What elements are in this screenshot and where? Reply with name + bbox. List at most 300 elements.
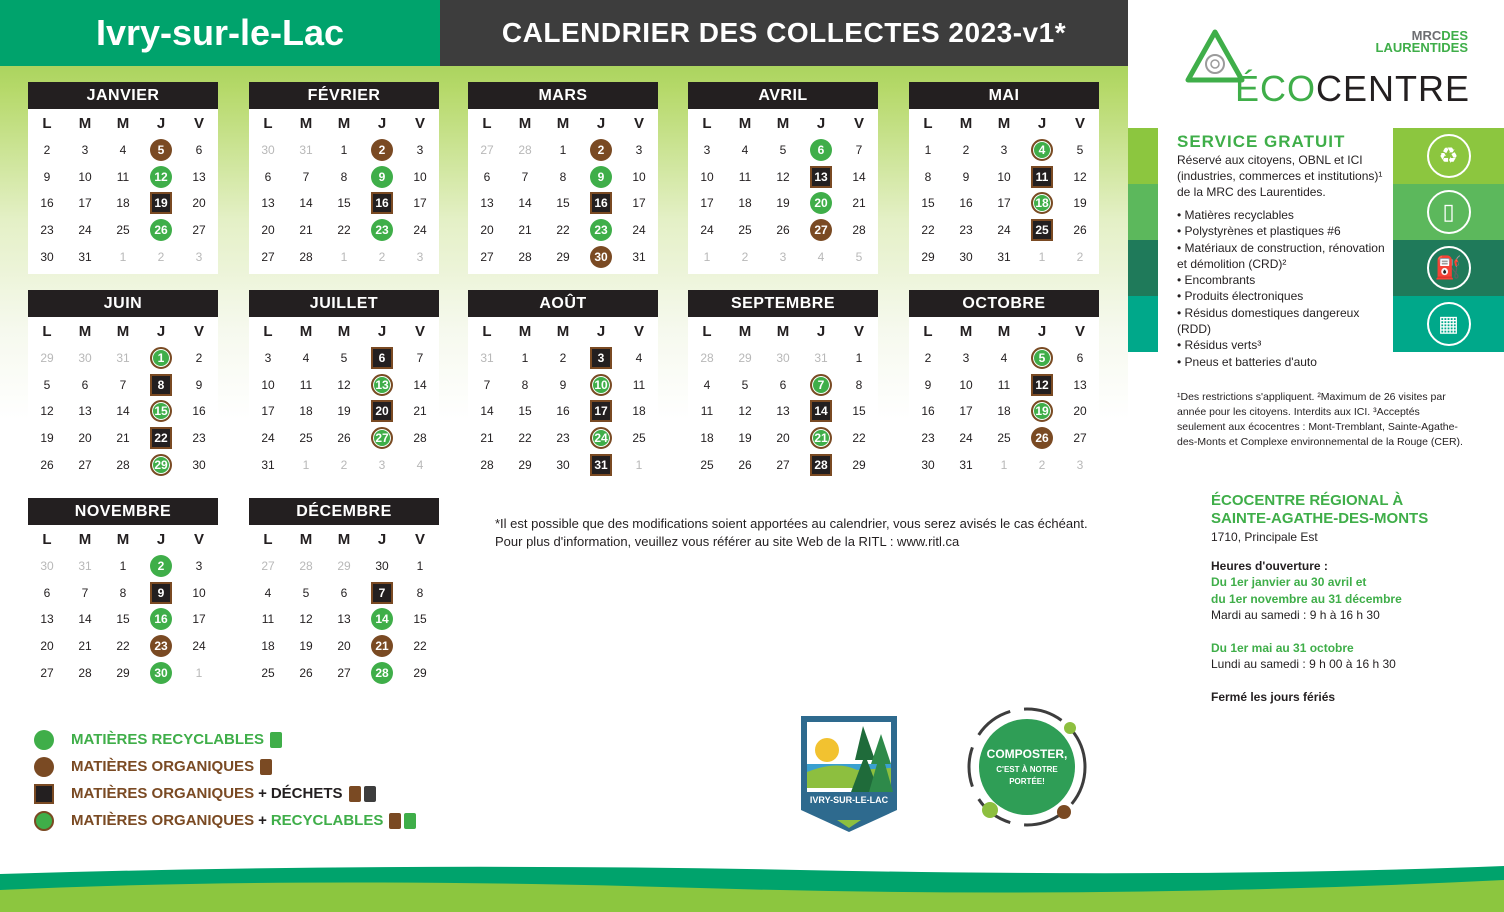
day-cell [325,372,363,399]
day-cell [620,451,658,478]
day-number: 17 [192,612,206,627]
day-number: 22 [518,431,532,446]
day-cell [287,451,325,478]
day-cell [401,553,439,580]
day-cell [947,372,985,399]
day-number: 26 [1073,223,1087,238]
day-number: 18 [700,431,714,446]
month-title: NOVEMBRE [28,498,218,525]
day-number: 3 [264,351,272,366]
legend-organiques [34,753,416,780]
day-cell [28,606,66,633]
day-number: 4 [302,351,310,366]
month-calendar [249,290,439,482]
day-cell [688,451,726,478]
month-title: AOÛT [468,290,658,317]
collection-day [363,217,401,244]
day-number: 25 [116,223,130,238]
period-2: Du 1er mai au 31 octobre [1211,640,1354,655]
day-cell [66,659,104,686]
day-cell [180,190,218,217]
month-grid [468,317,658,482]
legend [34,726,416,834]
day-number: 21 [810,427,832,449]
day-cell [325,451,363,478]
day-number: 2 [1038,457,1046,472]
day-number: 27 [261,559,275,574]
day-number: 8 [924,169,932,184]
day-cell [249,217,287,244]
day-cell [287,243,325,270]
weekday-header: M [78,531,92,548]
day-number: 30 [40,559,54,574]
day-cell [985,398,1023,425]
day-number: 10 [590,374,612,396]
compost-text-2: C'EST À NOTRE [996,765,1058,774]
day-number: 9 [371,166,393,188]
day-number: 31 [997,249,1011,264]
day-cell [66,243,104,270]
day-number: 27 [480,143,494,158]
day-cell [28,425,66,452]
day-number: 16 [40,196,54,211]
day-cell [947,190,985,217]
day-number: 30 [590,246,612,268]
day-cell [840,425,878,452]
day-cell [28,451,66,478]
day-cell [909,164,947,191]
day-cell [840,372,878,399]
day-cell [909,243,947,270]
day-number: 17 [413,196,427,211]
day-number: 17 [590,400,612,422]
day-number: 2 [150,555,172,577]
ecocentre-wordmark [1235,68,1470,110]
day-cell [1061,164,1099,191]
day-cell [620,243,658,270]
day-number: 12 [337,377,351,392]
day-number: 12 [150,166,172,188]
day-cell [688,137,726,164]
weekday-header: V [414,115,425,132]
collection-day [582,190,620,217]
day-cell [28,243,66,270]
weekday-header: M [556,323,570,340]
month-grid [688,109,878,274]
day-number: 11 [738,169,752,184]
day-cell [249,553,287,580]
day-number: 7 [483,377,491,392]
day-number: 2 [962,143,970,158]
weekday-header: M [997,115,1011,132]
day-number: 14 [480,404,494,419]
collection-day [363,345,401,372]
day-number: 25 [700,457,714,472]
day-number: 1 [119,559,127,574]
day-number: 6 [81,377,89,392]
day-number: 19 [1031,400,1053,422]
day-number: 17 [632,196,646,211]
day-number: 18 [299,404,313,419]
day-number: 5 [779,143,787,158]
legend-recyclables [34,726,416,753]
day-cell [66,633,104,660]
month-title: MARS [468,82,658,109]
day-cell [726,398,764,425]
day-number: 10 [997,169,1011,184]
day-cell [28,659,66,686]
collection-day [142,164,180,191]
day-number: 17 [261,404,275,419]
regional-title-line2: SAINTE-AGATHE-DES-MONTS [1211,510,1429,527]
day-number: 2 [924,351,932,366]
day-number: 9 [590,166,612,188]
service-item: • Pneus et batteries d'auto [1177,354,1392,370]
regional-title [1211,492,1428,528]
day-number: 20 [1073,404,1087,419]
day-number: 19 [40,431,54,446]
day-cell [287,190,325,217]
collection-day [1023,372,1061,399]
green-bin-icon [270,732,282,748]
day-number: 31 [632,249,646,264]
day-number: 1 [635,457,643,472]
day-number: 13 [371,374,393,396]
weekday-header: V [193,531,204,548]
day-cell [104,398,142,425]
day-cell [726,425,764,452]
day-number: 1 [119,249,127,264]
collection-day [363,425,401,452]
day-number: 14 [299,196,313,211]
day-cell [506,372,544,399]
weekday-header: M [116,323,130,340]
day-number: 28 [810,454,832,476]
day-cell [104,345,142,372]
month-title: SEPTEMBRE [688,290,878,317]
weekday-header: M [116,115,130,132]
day-cell [909,372,947,399]
collection-day [142,345,180,372]
day-number: 7 [81,585,89,600]
day-number: 1 [416,559,424,574]
weekday-header: V [414,531,425,548]
day-cell [764,217,802,244]
day-cell [28,372,66,399]
modification-note [495,515,1088,551]
eco-text: ÉCO [1234,68,1316,109]
weekday-header: M [299,323,313,340]
day-number: 17 [78,196,92,211]
day-number: 5 [855,249,863,264]
day-number: 31 [814,351,828,366]
day-number: 26 [1031,427,1053,449]
month-calendar [468,82,658,274]
day-number: 2 [559,351,567,366]
collection-day [363,372,401,399]
day-number: 29 [852,457,866,472]
day-number: 24 [700,223,714,238]
service-list [1177,207,1392,370]
day-cell [506,190,544,217]
day-cell [28,345,66,372]
weekday-header: J [596,323,606,340]
collection-day [1023,164,1061,191]
weekday-header: V [853,323,864,340]
month-title: FÉVRIER [249,82,439,109]
day-number: 14 [852,169,866,184]
collection-day [142,553,180,580]
day-cell [66,606,104,633]
day-cell [249,345,287,372]
weekday-header: V [193,323,204,340]
day-cell [287,606,325,633]
day-cell [28,553,66,580]
day-cell [180,553,218,580]
day-cell [544,425,582,452]
day-number: 17 [700,196,714,211]
day-cell [840,190,878,217]
day-cell [66,137,104,164]
day-number: 4 [1031,139,1053,161]
day-cell [620,372,658,399]
day-cell [985,372,1023,399]
day-number: 22 [921,223,935,238]
weekday-header: M [299,115,313,132]
day-cell [66,580,104,607]
day-cell [66,451,104,478]
day-number: 11 [261,612,275,627]
weekday-header: M [556,115,570,132]
day-cell [104,606,142,633]
day-cell [688,190,726,217]
day-cell [28,190,66,217]
day-number: 13 [40,612,54,627]
day-number: 12 [738,404,752,419]
collection-day [363,137,401,164]
day-number: 12 [776,169,790,184]
day-cell [249,606,287,633]
month-grid [909,317,1099,482]
day-number: 18 [632,404,646,419]
brown-bin-icon [260,759,272,775]
day-number: 27 [371,427,393,449]
month-grid [249,317,439,482]
day-number: 22 [150,427,172,449]
legend-label: MATIÈRES ORGANIQUES [71,812,255,829]
day-number: 7 [810,374,832,396]
day-number: 30 [150,662,172,684]
day-number: 2 [378,249,386,264]
day-number: 29 [738,351,752,366]
day-cell [985,451,1023,478]
day-number: 5 [741,377,749,392]
day-cell [506,137,544,164]
service-item: • Matières recyclables [1177,207,1392,223]
weekday-header: V [1074,115,1085,132]
weekday-header: L [482,323,492,340]
day-number: 29 [150,454,172,476]
day-cell [726,190,764,217]
day-number: 2 [1076,249,1084,264]
day-cell [506,425,544,452]
day-number: 23 [921,431,935,446]
day-number: 18 [1031,192,1053,214]
day-number: 7 [119,377,127,392]
stripe [1128,240,1158,296]
collection-day [142,217,180,244]
regional-title-line1: ÉCOCENTRE RÉGIONAL À [1211,492,1404,509]
weekday-header: J [596,115,606,132]
legend-plus: + [258,812,267,829]
day-number: 14 [810,400,832,422]
weekday-header: J [1037,115,1047,132]
day-cell [1061,190,1099,217]
day-cell [544,137,582,164]
day-cell [249,372,287,399]
day-cell [985,425,1023,452]
day-cell [249,243,287,270]
day-cell [544,372,582,399]
collection-day [1023,217,1061,244]
day-number: 16 [921,404,935,419]
day-number: 11 [632,377,646,392]
day-cell [985,190,1023,217]
day-number: 3 [962,351,970,366]
day-cell [325,398,363,425]
collection-day [802,190,840,217]
day-cell [1061,398,1099,425]
day-cell [909,398,947,425]
day-number: 26 [299,665,313,680]
day-number: 2 [371,139,393,161]
collection-day [582,137,620,164]
day-number: 3 [1076,457,1084,472]
month-calendar [688,290,878,482]
month-grid [28,317,218,482]
collection-day [1023,190,1061,217]
day-number: 10 [413,169,427,184]
centre-text: CENTRE [1315,68,1470,109]
day-cell [180,137,218,164]
day-cell [947,425,985,452]
day-cell [468,217,506,244]
day-number: 27 [776,457,790,472]
day-number: 27 [192,223,206,238]
day-number: 18 [738,196,752,211]
day-cell [802,243,840,270]
day-cell [1061,345,1099,372]
day-cell [249,137,287,164]
legend-organiques-recyclables [34,807,416,834]
collection-day [363,580,401,607]
day-cell [401,580,439,607]
day-number: 6 [264,169,272,184]
day-number: 1 [924,143,932,158]
day-number: 6 [195,143,203,158]
day-cell [401,633,439,660]
green-ringed-circle-icon [34,811,54,831]
day-number: 22 [116,639,130,654]
day-number: 22 [337,223,351,238]
day-number: 1 [340,143,348,158]
day-number: 8 [855,377,863,392]
day-number: 15 [852,404,866,419]
day-number: 3 [590,347,612,369]
day-number: 14 [371,608,393,630]
weekday-header: V [853,115,864,132]
day-cell [468,451,506,478]
day-number: 4 [703,377,711,392]
month-title: MAI [909,82,1099,109]
collection-day [363,633,401,660]
mrc-text: MRC [1411,28,1442,43]
day-number: 22 [413,639,427,654]
day-cell [104,137,142,164]
day-cell [909,345,947,372]
legend-label: MATIÈRES ORGANIQUES [71,758,255,775]
collection-day [582,372,620,399]
day-number: 28 [78,665,92,680]
day-cell [947,345,985,372]
day-number: 29 [413,665,427,680]
weekday-header: J [377,323,387,340]
day-number: 15 [556,196,570,211]
day-number: 15 [518,404,532,419]
service-title: SERVICE GRATUIT [1177,132,1346,151]
day-cell [726,451,764,478]
day-number: 11 [299,377,313,392]
day-number: 21 [299,223,313,238]
day-number: 20 [337,639,351,654]
day-cell [468,190,506,217]
recycle-icon: ♻ [1427,134,1471,178]
period-1a: Du 1er janvier au 30 avril et [1211,575,1367,589]
weekday-header: J [816,323,826,340]
day-number: 6 [371,347,393,369]
collection-day [802,425,840,452]
weekday-header: M [959,115,973,132]
day-number: 23 [556,431,570,446]
day-cell [325,164,363,191]
day-number: 10 [700,169,714,184]
day-number: 24 [997,223,1011,238]
day-number: 11 [700,404,714,419]
day-number: 6 [1076,351,1084,366]
brown-circle-icon [34,757,54,777]
day-number: 13 [192,169,206,184]
day-number: 4 [119,143,127,158]
day-number: 8 [119,585,127,600]
collection-day [363,659,401,686]
day-number: 12 [1073,169,1087,184]
note-line-2: Pour plus d'information, veuillez vous référer au site Web de la RITL : www.ritl.ca [495,534,960,549]
day-cell [985,345,1023,372]
day-number: 12 [40,404,54,419]
closed-holidays: Fermé les jours fériés [1211,689,1336,704]
day-number: 20 [810,192,832,214]
collection-day [802,137,840,164]
day-number: 20 [78,431,92,446]
month-calendar [909,82,1099,274]
day-cell [1061,372,1099,399]
day-number: 5 [302,585,310,600]
weekday-header: J [377,115,387,132]
day-cell [363,553,401,580]
day-number: 25 [738,223,752,238]
day-cell [249,580,287,607]
day-number: 30 [921,457,935,472]
